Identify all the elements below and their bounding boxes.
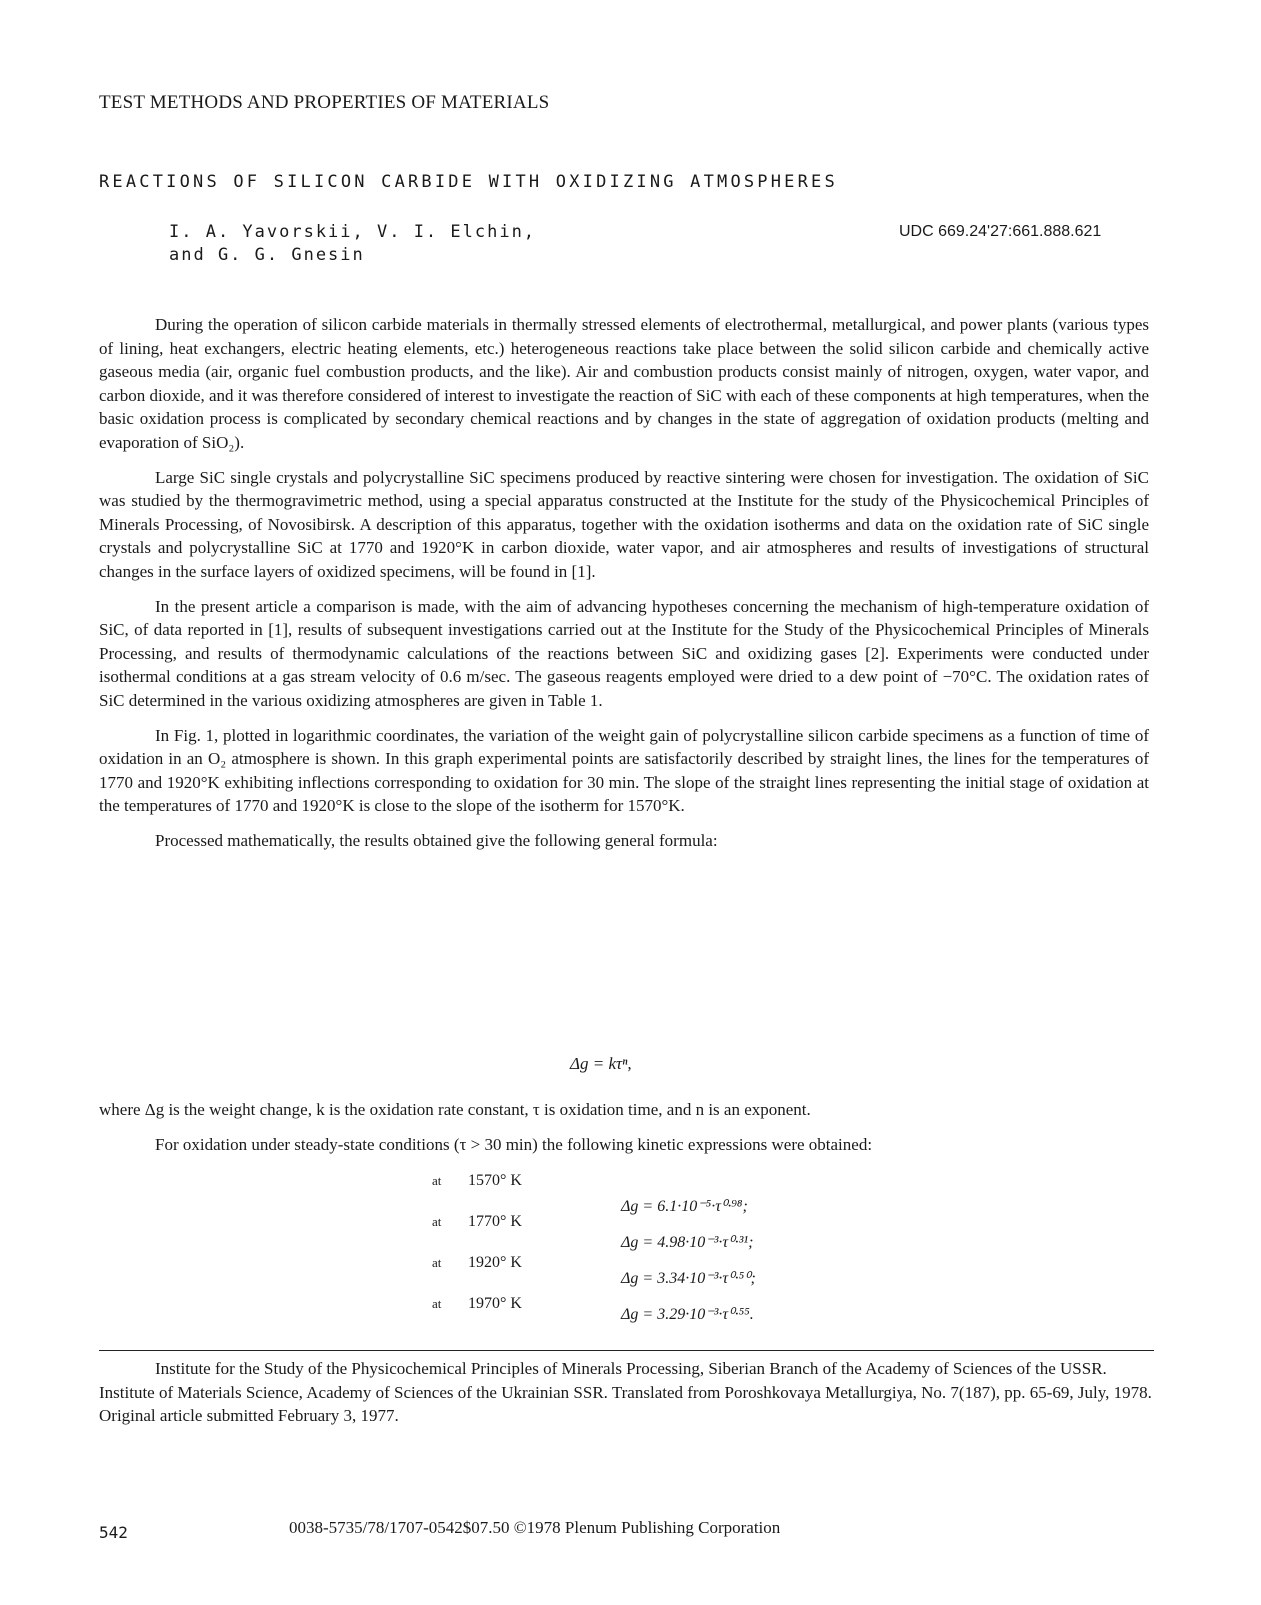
authors [169,221,536,267]
paragraph-6: where Δg is the weight change, k is the oxidation rate constant, τ is oxidation time, and n is an exponent. [99,1100,811,1119]
copyright-line: 0038-5735/78/1707-0542$07.50 ©1978 Plenum Publishing Corporation [289,1518,781,1537]
authors-line-1: I. A. Yavorskii, V. I. Elchin, [169,222,537,242]
body-text [99,313,1149,852]
kinetic-expression: Δg = 3.29·10⁻³·τ⁰·⁵⁵. [621,1306,754,1323]
article-title: REACTIONS OF SILICON CARBIDE WITH OXIDIZING ATMOSPHERES [99,172,838,192]
paragraph-1: During the operation of silicon carbide materials in thermally stressed elements of electrothermal, metallurgical, and power plants (various types of lining, heat exchangers, electric heating elements, etc.) heterogeneous reactions take place between the solid silicon carbide and chemically active gaseous media (air, organic fuel combustion products, and the like). Air and combustion products consist mainly of nitrogen, oxygen, water vapor, and carbon dioxide, and it was therefore considered of interest to investigate the reaction of SiC with each of these components at high temperatures, when the basic oxidation process is complicated by secondary chemical reactions and by changes in the state of aggregation of oxidation products (melting and evaporation of SiO₂). [99,315,1149,452]
kinetics-temperatures [432,1172,522,1336]
general-formula: Δg = kτⁿ, [570,1054,632,1073]
paragraph-2: Large SiC single crystals and polycrystalline SiC specimens produced by reactive sintering were chosen for investigation. The oxidation of SiC was studied by the thermogravimetric method, using a special apparatus constructed at the Institute for the study of the Physicochemical Principles of Minerals Processing, of Novosibirsk. A description of this apparatus, together with the oxidation isotherms and data on the oxidation rate of SiC single crystals and polycrystalline SiC at 1770 and 1920°K in carbon dioxide, water vapor, and air atmospheres and results of investigations of structural changes in the surface layers of oxidized specimens, will be found in [1]. [99,467,1149,581]
paragraph-5: Processed mathematically, the results obtained give the following general formula: [155,830,718,850]
page-number: 542 [99,1523,128,1542]
paragraph-4: In Fig. 1, plotted in logarithmic coordinates, the variation of the weight gain of polycrystalline silicon carbide specimens as a function of time of oxidation in an O₂ atmosphere is shown. In this graph experimental points are satisfactorily described by straight lines, the lines for the temperatures of 1770 and 1920°K exhibiting inflections corresponding to oxidation for 30 min. The slope of the straight lines representing the initial stage of oxidation at the temperatures of 1770 and 1920°K is close to the slope of the isotherm for 1570°K. [99,725,1149,816]
kinetic-expression: Δg = 4.98·10⁻³·τ⁰·³¹; [621,1234,754,1251]
body-text-2 [99,1098,1149,1156]
kinetics-row: at 1970° K [432,1295,522,1312]
footnote [99,1357,1154,1428]
udc-code: UDC 669.24'27:661.888.621 [899,223,1102,240]
authors-line-2: and G. G. Gnesin [169,245,365,265]
footnote-divider [99,1350,1154,1351]
kinetics-expressions [621,1196,756,1340]
footnote-text: Institute for the Study of the Physicochemical Principles of Minerals Processing, Siberian Branch of the Academy of Sciences of the USSR. Institute of Materials Science, Academy of Sciences of the Ukrainian SSR. Translated from Poroshkovaya Metallurgiya, No. 7(187), pp. 65-69, July, 1978. Original article submitted February 3, 1977. [99,1359,1152,1425]
paragraph-3: In the present article a comparison is made, with the aim of advancing hypotheses concerning the mechanism of high-temperature oxidation of SiC, of data reported in [1], results of subsequent investigations carried out at the Institute for the Study of the Physicochemical Principles of Minerals Processing, and results of thermodynamic calculations of the reactions between SiC and oxidizing gases [2]. Experiments were conducted under isothermal conditions at a gas stream velocity of 0.6 m/sec. The gaseous reagents employed were dried to a dew point of −70°C. The oxidation rates of SiC determined in the various oxidizing atmospheres are given in Table 1. [99,596,1149,710]
kinetics-row: at 1920° K [432,1254,522,1271]
kinetics-row: at 1570° K [432,1172,522,1189]
section-heading: TEST METHODS AND PROPERTIES OF MATERIALS [99,92,550,113]
kinetic-expression: Δg = 6.1·10⁻⁵·τ⁰·⁹⁸; [621,1198,748,1215]
kinetics-row: at 1770° K [432,1213,522,1230]
kinetic-expression: Δg = 3.34·10⁻³·τ⁰·⁵⁰; [621,1270,756,1287]
paragraph-7: For oxidation under steady-state conditions (τ > 30 min) the following kinetic expressions were obtained: [155,1134,873,1154]
